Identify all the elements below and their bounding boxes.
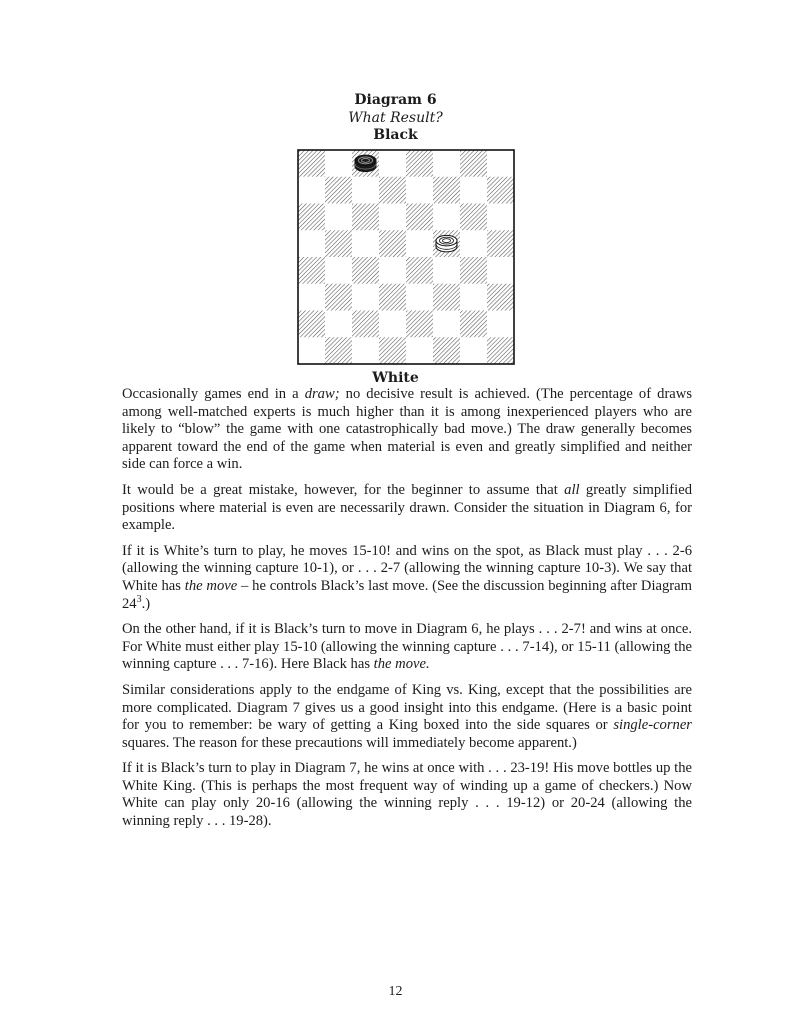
dark-square <box>298 311 325 338</box>
paragraph <box>122 682 692 752</box>
page-number: 12 <box>388 984 403 999</box>
light-square <box>460 337 487 364</box>
dark-square <box>298 204 325 231</box>
checkers-board-svg <box>297 149 515 365</box>
light-square <box>406 284 433 311</box>
dark-square <box>487 337 514 364</box>
paragraph <box>122 482 692 535</box>
dark-square <box>406 311 433 338</box>
light-square <box>298 337 325 364</box>
light-square <box>325 150 352 177</box>
light-square <box>352 284 379 311</box>
paragraph <box>122 760 692 830</box>
dark-square <box>325 177 352 204</box>
diagram-subtitle: What Result? <box>348 110 443 126</box>
light-square <box>379 204 406 231</box>
dark-square <box>379 337 406 364</box>
text-run: greatly simplified positions where material is even are necessarily drawn. Consider the situation in Diagram 6, for example. <box>122 481 692 534</box>
light-square <box>379 150 406 177</box>
text-run: If it is Black’s turn to play in Diagram 7, he wins at once with . . . 23-19! His move bottles up the White King. (This is perhaps the most frequent way of winding up a game of checkers.) Now White can play only 20-16 (allowing the winning reply . . . 19-12) or 20-24 (allowing the winning reply . . . 19-28). <box>122 760 692 830</box>
dark-square <box>487 177 514 204</box>
dark-square <box>325 230 352 257</box>
dark-square <box>325 337 352 364</box>
light-square <box>352 337 379 364</box>
text-run: If it is White’s turn to play, he moves 15-10! and wins on the spot, as Black must play . . . 2-6 (allowing the winning capture 10-1), or . . . 2-7 (allowing the winning capture 10-3). We say that White has <box>122 542 692 594</box>
emphasis-text: the move. <box>373 656 430 673</box>
light-square <box>325 257 352 284</box>
light-square <box>298 284 325 311</box>
dark-square <box>460 204 487 231</box>
light-square <box>298 230 325 257</box>
text-run: Occasionally games end in a <box>122 386 305 402</box>
dark-square <box>460 150 487 177</box>
paragraph <box>122 543 692 613</box>
dark-square <box>352 311 379 338</box>
footnote-mark: 3 <box>136 593 142 605</box>
light-square <box>487 257 514 284</box>
light-square <box>325 311 352 338</box>
dark-square <box>298 257 325 284</box>
light-square <box>487 204 514 231</box>
light-square <box>487 150 514 177</box>
body-text <box>122 386 692 839</box>
text-run: – he controls Black’s last move. (See the discussion beginning after Diagram 24 <box>122 577 692 612</box>
paragraph <box>122 386 692 474</box>
dark-square <box>352 204 379 231</box>
light-square <box>406 177 433 204</box>
light-square <box>433 204 460 231</box>
diagram-title: Diagram 6 <box>354 92 437 108</box>
text-run: no decisive result is achieved. (The percentage of draws among well-matched experts is much higher than it is among inexperienced players who are likely to “blow” the game with one catastrophically bad move.) The draw generally becomes apparent toward the end of the game when material is even and greatly simplified and neither side can force a win. <box>122 386 692 473</box>
emphasis-text: single-corner <box>613 717 692 734</box>
board-bottom-label: White <box>372 370 419 386</box>
dark-square <box>487 284 514 311</box>
dark-square <box>460 257 487 284</box>
light-square <box>460 230 487 257</box>
dark-square <box>379 177 406 204</box>
light-square <box>325 204 352 231</box>
paragraph <box>122 621 692 674</box>
dark-square <box>487 230 514 257</box>
dark-square <box>379 230 406 257</box>
dark-square <box>460 311 487 338</box>
light-square <box>298 177 325 204</box>
board-top-label: Black <box>373 127 418 143</box>
text-run: squares. The reason for these precautions will immediately become apparent.) <box>122 734 577 751</box>
dark-square <box>433 177 460 204</box>
light-square <box>406 230 433 257</box>
light-square <box>352 177 379 204</box>
checkers-board <box>297 149 515 365</box>
dark-square <box>352 257 379 284</box>
white-king-piece <box>436 235 457 251</box>
light-square <box>352 230 379 257</box>
light-square <box>433 257 460 284</box>
emphasis-text: the move <box>184 577 238 594</box>
dark-square <box>406 204 433 231</box>
light-square <box>379 257 406 284</box>
light-square <box>406 337 433 364</box>
light-square <box>487 311 514 338</box>
dark-square <box>379 284 406 311</box>
light-square <box>433 150 460 177</box>
text-run: Similar considerations apply to the endgame of King vs. King, except that the possibilities are more complicated. Diagram 7 gives us a good insight into this endgame. (Here is a basic point for you to remember: be wary of getting a King boxed into the side squares or <box>122 681 692 734</box>
light-square <box>433 311 460 338</box>
black-king-piece <box>355 155 376 171</box>
dark-square <box>325 284 352 311</box>
dark-square <box>298 150 325 177</box>
dark-square <box>433 337 460 364</box>
dark-square <box>406 257 433 284</box>
text-run: .) <box>141 595 151 612</box>
dark-square <box>406 150 433 177</box>
light-square <box>460 177 487 204</box>
emphasis-text: all <box>564 481 580 498</box>
light-square <box>460 284 487 311</box>
light-square <box>379 311 406 338</box>
text-run: On the other hand, if it is Black’s turn to move in Diagram 6, he plays . . . 2-7! and wins at once. For White must either play 15-10 (allowing the winning capture . . . 7-14), or 15-11 (allowing the winning capture . . . 7-16). Here Black has <box>122 621 692 673</box>
dark-square <box>433 284 460 311</box>
emphasis-text: draw; <box>304 386 340 402</box>
text-run: It would be a great mistake, however, for the beginner to assume that <box>122 481 565 498</box>
